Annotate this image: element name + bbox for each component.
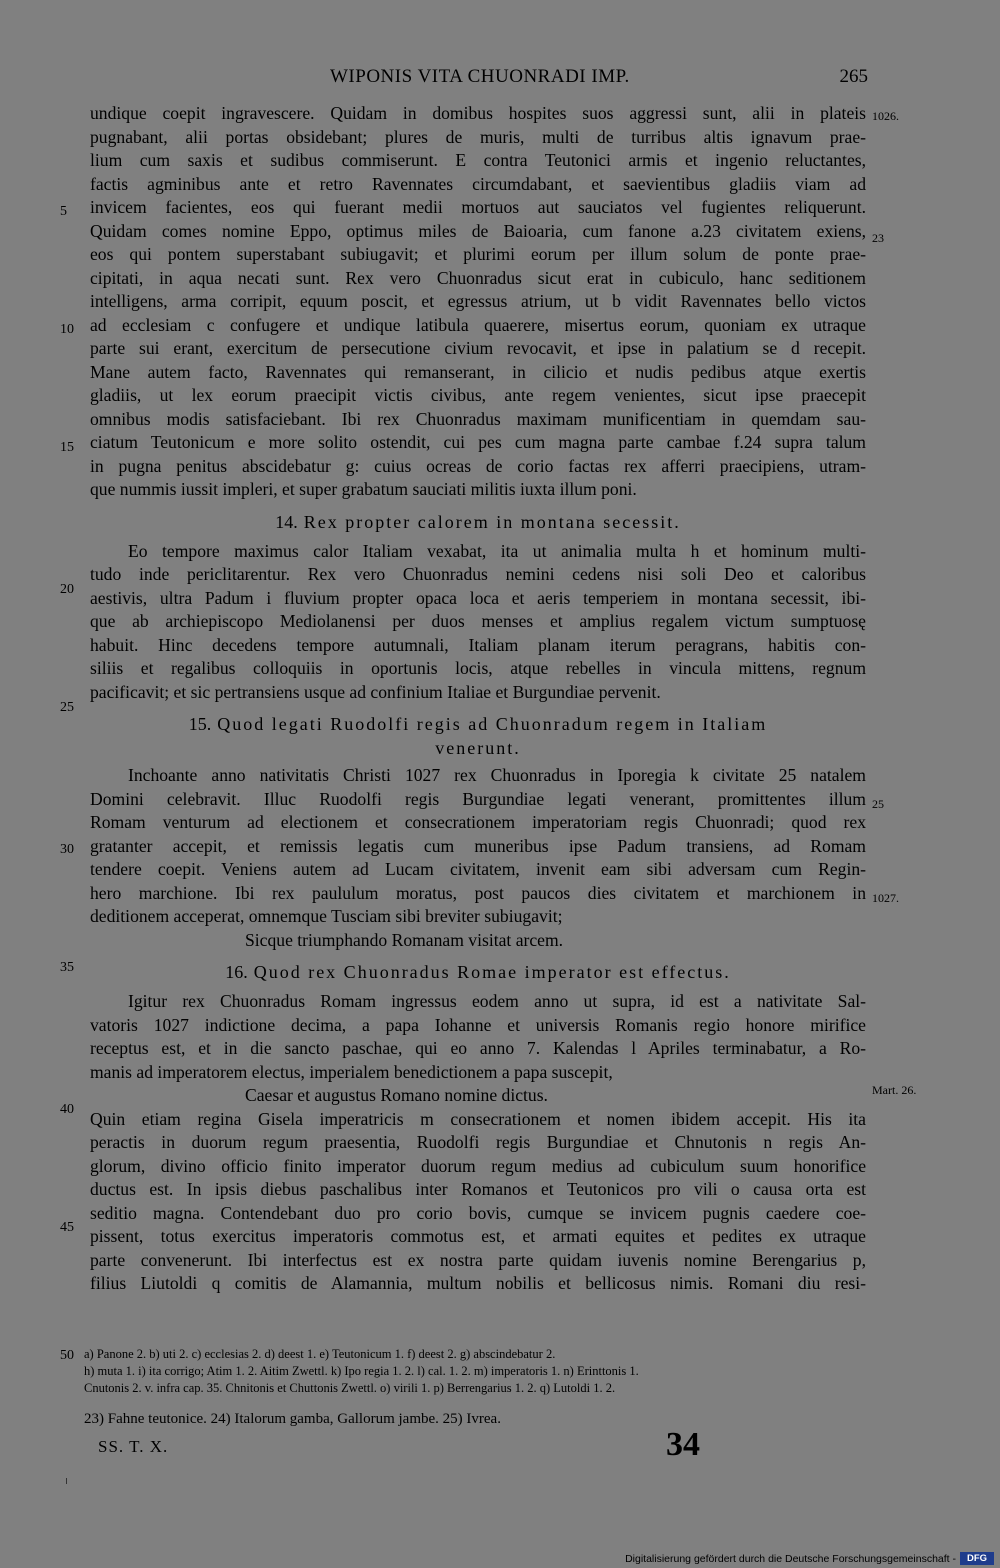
text-line: parte convenerunt. Ibi interfectus est ex nostra parte quidam iuvenis nomine Berengarius p,	[90, 1249, 866, 1270]
text-line: Domini celebravit. Illuc Ruodolfi regis Burgundiae legati venerant, promittentes illum	[90, 788, 866, 809]
line-number: 15	[60, 440, 74, 455]
text-line: lium cum saxis et sudibus commiserunt. E contra Teutonici armis et ingenio reluctantes,	[90, 150, 866, 170]
line-number: 50	[60, 1348, 74, 1363]
line-number: 5	[60, 204, 67, 219]
section-heading-16	[90, 960, 866, 984]
page-number: 265	[839, 66, 868, 87]
line-number: 25	[60, 700, 74, 715]
footnote-line: h) muta 1. i) ita corrigo; Atim 1. 2. Aitim Zwettl. k) Ipo regia 1. 2. l) cal. 1. 2. m) imperatoris 1. n) Erinttonis 1.	[84, 1364, 639, 1378]
section-heading-15	[90, 712, 866, 760]
text-line: deditionem acceperat, omnemque Tusciam sibi breviter subiugavit;	[90, 906, 563, 926]
text-line: omnibus modis satisfaciebant. Ibi rex Chuonradus maximam munificentiam in quemdam sau-	[90, 408, 866, 429]
text-line: ciatum Teutonicum e more solito ostendit, cui pes cum magna parte cambae f.24 supra talum	[90, 432, 866, 452]
text-line: ductus est. In ipsis diebus paschalibus inter Romanos et Teutonicos pro vili o causa orta est	[90, 1179, 866, 1199]
section-number: 15.	[188, 714, 212, 734]
dfg-logo: DFG	[960, 1552, 994, 1565]
line-number: 45	[60, 1220, 74, 1235]
text-line: Mane autem facto, Ravennates qui remanserant, in cilicio et nudis pedibus atque exertis	[90, 361, 866, 382]
text-line: peractis in duorum regum praesentia, Ruodolfi regis Burgundiae et Chnutonis n regis An-	[90, 1132, 866, 1152]
line-number: 20	[60, 582, 74, 597]
margin-note: 1027.	[872, 891, 899, 905]
text-line: eos qui pontem superstabant subiugavit; et plurimi eorum per illum solum de ponte prae-	[90, 244, 866, 264]
margin-note: 1026.	[872, 109, 899, 123]
scan-artifact	[66, 1478, 67, 1484]
text-line: cipitati, in aqua necati sunt. Rex vero Chuonradus sicut erat in cubiculo, hanc seditionem	[90, 267, 866, 288]
text-line: tendere coepit. Veniens autem ad Lucam civitatem, invenit eam sibi adversam cum Regin-	[90, 859, 866, 879]
text-line: pacificavit; et sic pertransiens usque ad confinium Italiae et Burgundiae pervenit.	[90, 681, 661, 702]
line-number: 30	[60, 842, 74, 857]
text-line: intelligens, arma corripit, equum poscit, et egressus atrium, ut b vidit Ravennates bello victos	[90, 291, 866, 311]
main-text	[90, 102, 866, 1296]
section-number: 16.	[225, 962, 248, 982]
section-heading-14	[90, 510, 866, 534]
running-header	[90, 66, 870, 94]
text-line: Quidam comes nomine Eppo, optimus miles de Baioaria, cum fanone a.23 civitatem exiens,	[90, 220, 866, 241]
line-number: 10	[60, 322, 74, 337]
text-line: Romam venturum ad electionem et consecrationem imperatoriam regis Chuonradi; quod rex	[90, 812, 866, 832]
text-line: gratanter accepit, et remissis legatis cum muneribus ipse Padum transiens, ad Romam	[90, 835, 866, 856]
verse-line: Caesar et augustus Romano nomine dictus.	[245, 1085, 548, 1105]
text-line: gladiis, ut lex eorum praecipit victis civibus, ante regem venientes, sicut ipse praecepit	[90, 385, 866, 405]
text-line: vatoris 1027 indictione decima, a papa Iohanne et universis Romanis regio honore mirifice	[90, 1014, 866, 1035]
digitization-credit: Digitalisierung gefördert durch die Deutsche Forschungsgemeinschaft -	[625, 1553, 956, 1565]
text-line: invicem facientes, eos qui fuerant medii mortuos aut sauciatos vel fugientes reliquerunt.	[90, 197, 866, 217]
sheet-number: 34	[666, 1426, 700, 1463]
editor-notes: 23) Fahne teutonice. 24) Italorum gamba, Gallorum jambe. 25) Ivrea.	[84, 1411, 501, 1427]
text-line: tudo inde periclitarentur. Rex vero Chuonradus nemini cedens nisi soli Deo et caloribus	[90, 564, 866, 584]
text-line: factis agminibus ante et retro Ravennates circumdabant, et saevientibus gladiis viam ad	[90, 173, 866, 194]
text-line: ad ecclesiam c confugere et undique latibula quaerere, misertus eorum, quoniam ex utraque	[90, 314, 866, 335]
text-line: aestivis, ultra Padum i fluvium propter opaca loca et aeris temperiem in montana secessit, ibi-	[90, 587, 866, 608]
text-line: hero marchione. Ibi rex paululum moratus, post paucos dies civitatem et marchionem in	[90, 882, 866, 903]
text-line: que ab archiepiscopo Mediolanensi per duos menses et amplius regalem victum sumptuosę	[90, 611, 866, 631]
text-line: filius Liutoldi q comitis de Alamannia, multum nobilis et bellicosus nimis. Romani diu resi-	[90, 1273, 866, 1293]
margin-note: 23	[872, 231, 884, 245]
text-line: in pugna penitus abscidebatur g: cuius ocreas de corio factas rex afferri praecipiens, utram-	[90, 455, 866, 476]
margin-note: 25	[872, 797, 884, 811]
footnote-line: Cnutonis 2. v. infra cap. 35. Chnitonis et Chuttonis Zwettl. o) virili 1. p) Berrengarius 1. 2. q) Lutoldi 1. 2.	[84, 1381, 616, 1395]
margin-note: Mart. 26.	[872, 1083, 917, 1097]
signature-mark: SS. T. X.	[98, 1437, 169, 1456]
text-line: undique coepit ingravescere. Quidam in domibus hospites suos aggressi sunt, alii in plateis	[90, 103, 866, 123]
text-line: Igitur rex Chuonradus Romam ingressus eodem anno ut supra, id est a nativitate Sal-	[128, 991, 866, 1011]
text-line: que nummis iussit impleri, et super grabatum sauciati militis iuxta illum poni.	[90, 479, 637, 499]
text-line: Inchoante anno nativitatis Christi 1027 rex Chuonradus in Iporegia k civitate 25 natalem	[128, 765, 866, 785]
text-line: Eo tempore maximus calor Italiam vexabat, ita ut animalia multa h et hominum multi-	[128, 540, 866, 561]
section-title-cont: venerunt.	[435, 738, 521, 758]
verse-line: Sicque triumphando Romanam visitat arcem.	[245, 929, 564, 950]
section-number: 14.	[275, 511, 298, 532]
text-line: siliis et regalibus colloquiis in oportunis locis, atque rebelles in vincula mittens, regnum	[90, 658, 866, 678]
running-title: WIPONIS VITA CHUONRADI IMP.	[330, 66, 630, 87]
line-number: 35	[60, 960, 74, 975]
section-title: Quod legati Ruodolfi regis ad Chuonradum regem in Italiam	[217, 714, 768, 734]
section-title: Quod rex Chuonradus Romae imperator est effectus.	[253, 962, 731, 982]
text-line: habuit. Hinc decedens tempore autumnali, Italiam planam iterum peragrans, habitis con-	[90, 634, 866, 655]
text-line: receptus est, et in die sancto paschae, qui eo anno 7. Kalendas l Apriles terminabatur, a Ro-	[90, 1038, 866, 1058]
text-line: pugnabant, alii portas obsidebant; plures de muris, multi de turribus altis ignavum prae-	[90, 126, 866, 147]
text-line: seditio magna. Contendebant duo pro corio bovis, cumque se invicem pugnis caedere coe-	[90, 1202, 866, 1223]
text-line: manis ad imperatorem electus, imperialem benedictionem a papa suscepit,	[90, 1061, 613, 1082]
line-number: 40	[60, 1102, 74, 1117]
text-line: pissent, totus exercitus imperatoris commotus est, et armati equites et pedites ex utraque	[90, 1226, 866, 1246]
footnote-line: a) Panone 2. b) uti 2. c) ecclesias 2. d) deest 1. e) Teutonicum 1. f) deest 2. g) abscindebatur 2.	[84, 1347, 556, 1361]
text-line: parte sui erant, exercitum de persecutione civium revocavit, et ipse in palatium se d recepit.	[90, 338, 866, 358]
text-line: glorum, divino officio finito imperator duorum regum medius ad cubiculum suum honorifice	[90, 1155, 866, 1176]
text-line: Quin etiam regina Gisela imperatricis m consecrationem et nomen ibidem accepit. His ita	[90, 1108, 866, 1129]
section-title: Rex propter calorem in montana secessit.	[303, 511, 681, 532]
